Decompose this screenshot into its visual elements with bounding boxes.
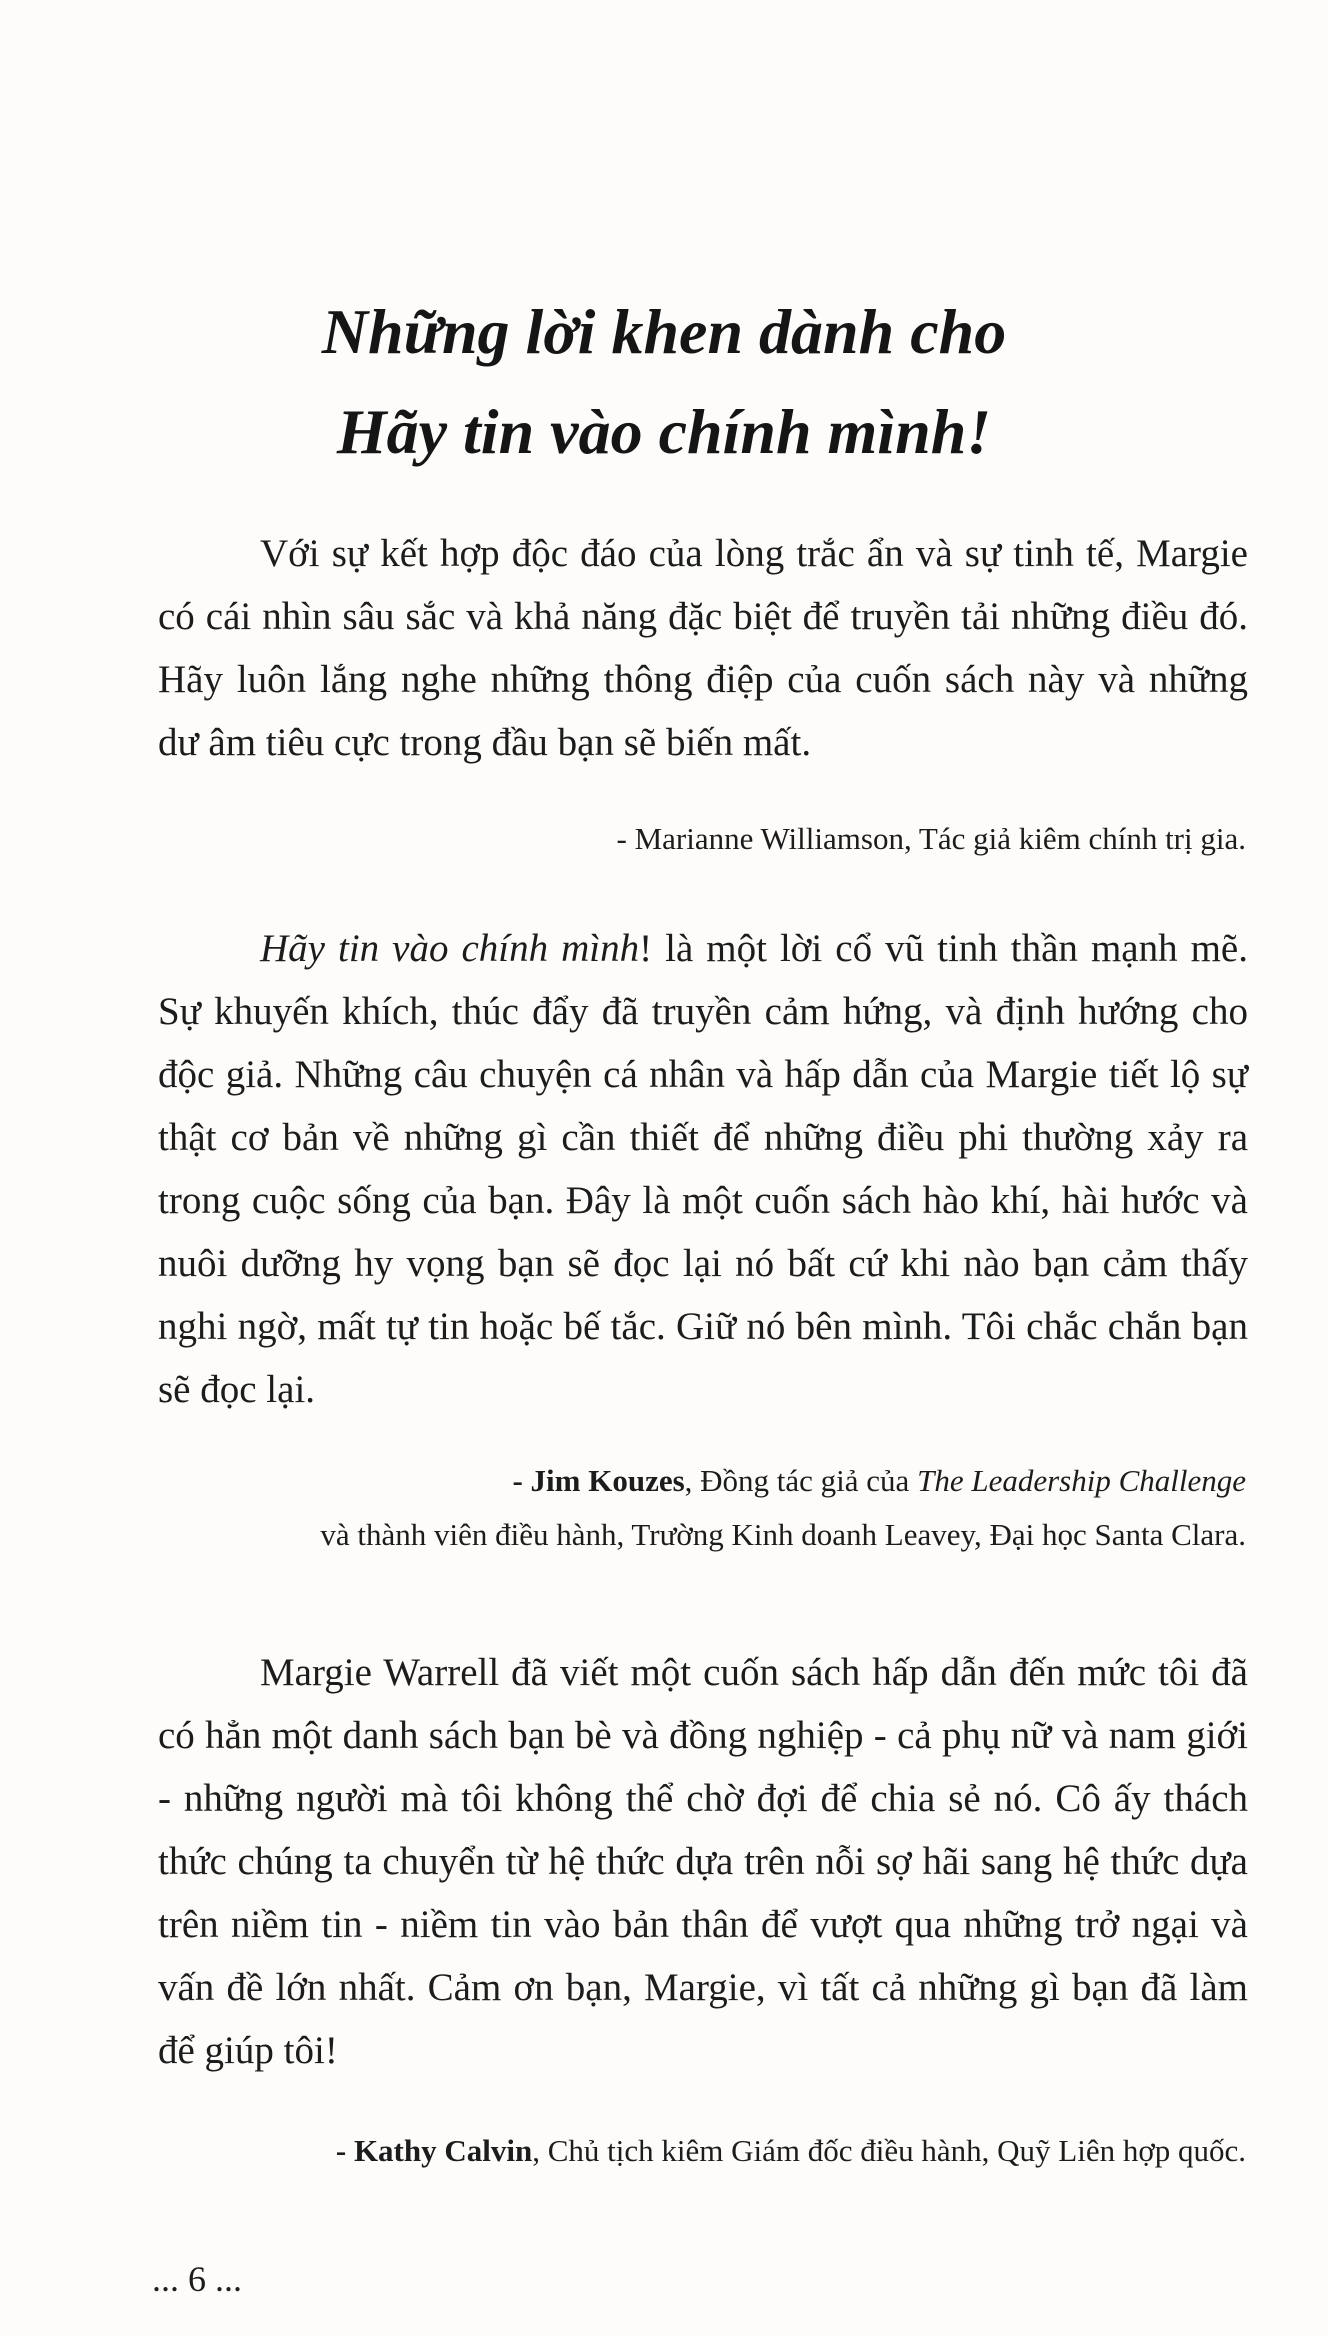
testimonial-2-attribution: - Jim Kouzes, Đồng tác giả của The Leadership Challenge — [512, 1463, 1246, 1498]
book-title-italic: Hãy tin vào chính mình — [260, 927, 640, 970]
heading-line-1: Những lời khen dành cho — [321, 296, 1007, 367]
testimonial-2-text: Hãy tin vào chính mình! là một lời cổ vũ tinh thần mạnh mẽ. Sự khuyến khích, thúc đẩy đã truyền cảm hứng, và định hướng cho độc giả. Những câu chuyện cá nhân và hấp dẫn của Margie tiết lộ sự thật cơ bản về những gì cần thiết để những điều phi thường xảy ra trong cuộc sống của bạn. Đây là một cuốn sách hào khí, hài hước và nuôi dưỡng hy vọng bạn sẽ đọc lại nó bất cứ khi nào bạn cảm thấy nghi ngờ, mất tự tin hoặc bế tắc. Giữ nó bên mình. Tôi chắc chắn bạn sẽ đọc lại. — [158, 927, 1248, 1411]
testimonial-3-text: Margie Warrell đã viết một cuốn sách hấp dẫn đến mức tôi đã có hẳn một danh sách bạn bè và đồng nghiệp - cả phụ nữ và nam giới - những người mà tôi không thể chờ đợi để chia sẻ nó. Cô ấy thách thức chúng ta chuyển từ hệ thức dựa trên nỗi sợ hãi sang hệ thức dựa trên niềm tin - niềm tin vào bản thân để vượt qua những trở ngại và vấn đề lớn nhất. Cảm ơn bạn, Margie, vì tất cả những gì bạn đã làm để giúp tôi! — [158, 1651, 1248, 2072]
testimonial-3-attribution: - Kathy Calvin, Chủ tịch kiêm Giám đốc điều hành, Quỹ Liên hợp quốc. — [335, 2133, 1246, 2168]
page-number: ... 6 ... — [152, 2259, 242, 2299]
testimonial-1-text: Với sự kết hợp độc đáo của lòng trắc ẩn và sự tinh tế, Margie có cái nhìn sâu sắc và khả năng đặc biệt để truyền tải những điều đó. Hãy luôn lắng nghe những thông điệp của cuốn sách này và những dư âm tiêu cực trong đầu bạn sẽ biến mất. — [158, 532, 1248, 764]
heading-line-2: Hãy tin vào chính mình! — [336, 396, 992, 467]
testimonial-2-attribution-line-2: và thành viên điều hành, Trường Kinh doanh Leavey, Đại học Santa Clara. — [320, 1517, 1246, 1552]
testimonial-1-attribution: - Marianne Williamson, Tác giả kiêm chính trị gia. — [616, 821, 1246, 856]
